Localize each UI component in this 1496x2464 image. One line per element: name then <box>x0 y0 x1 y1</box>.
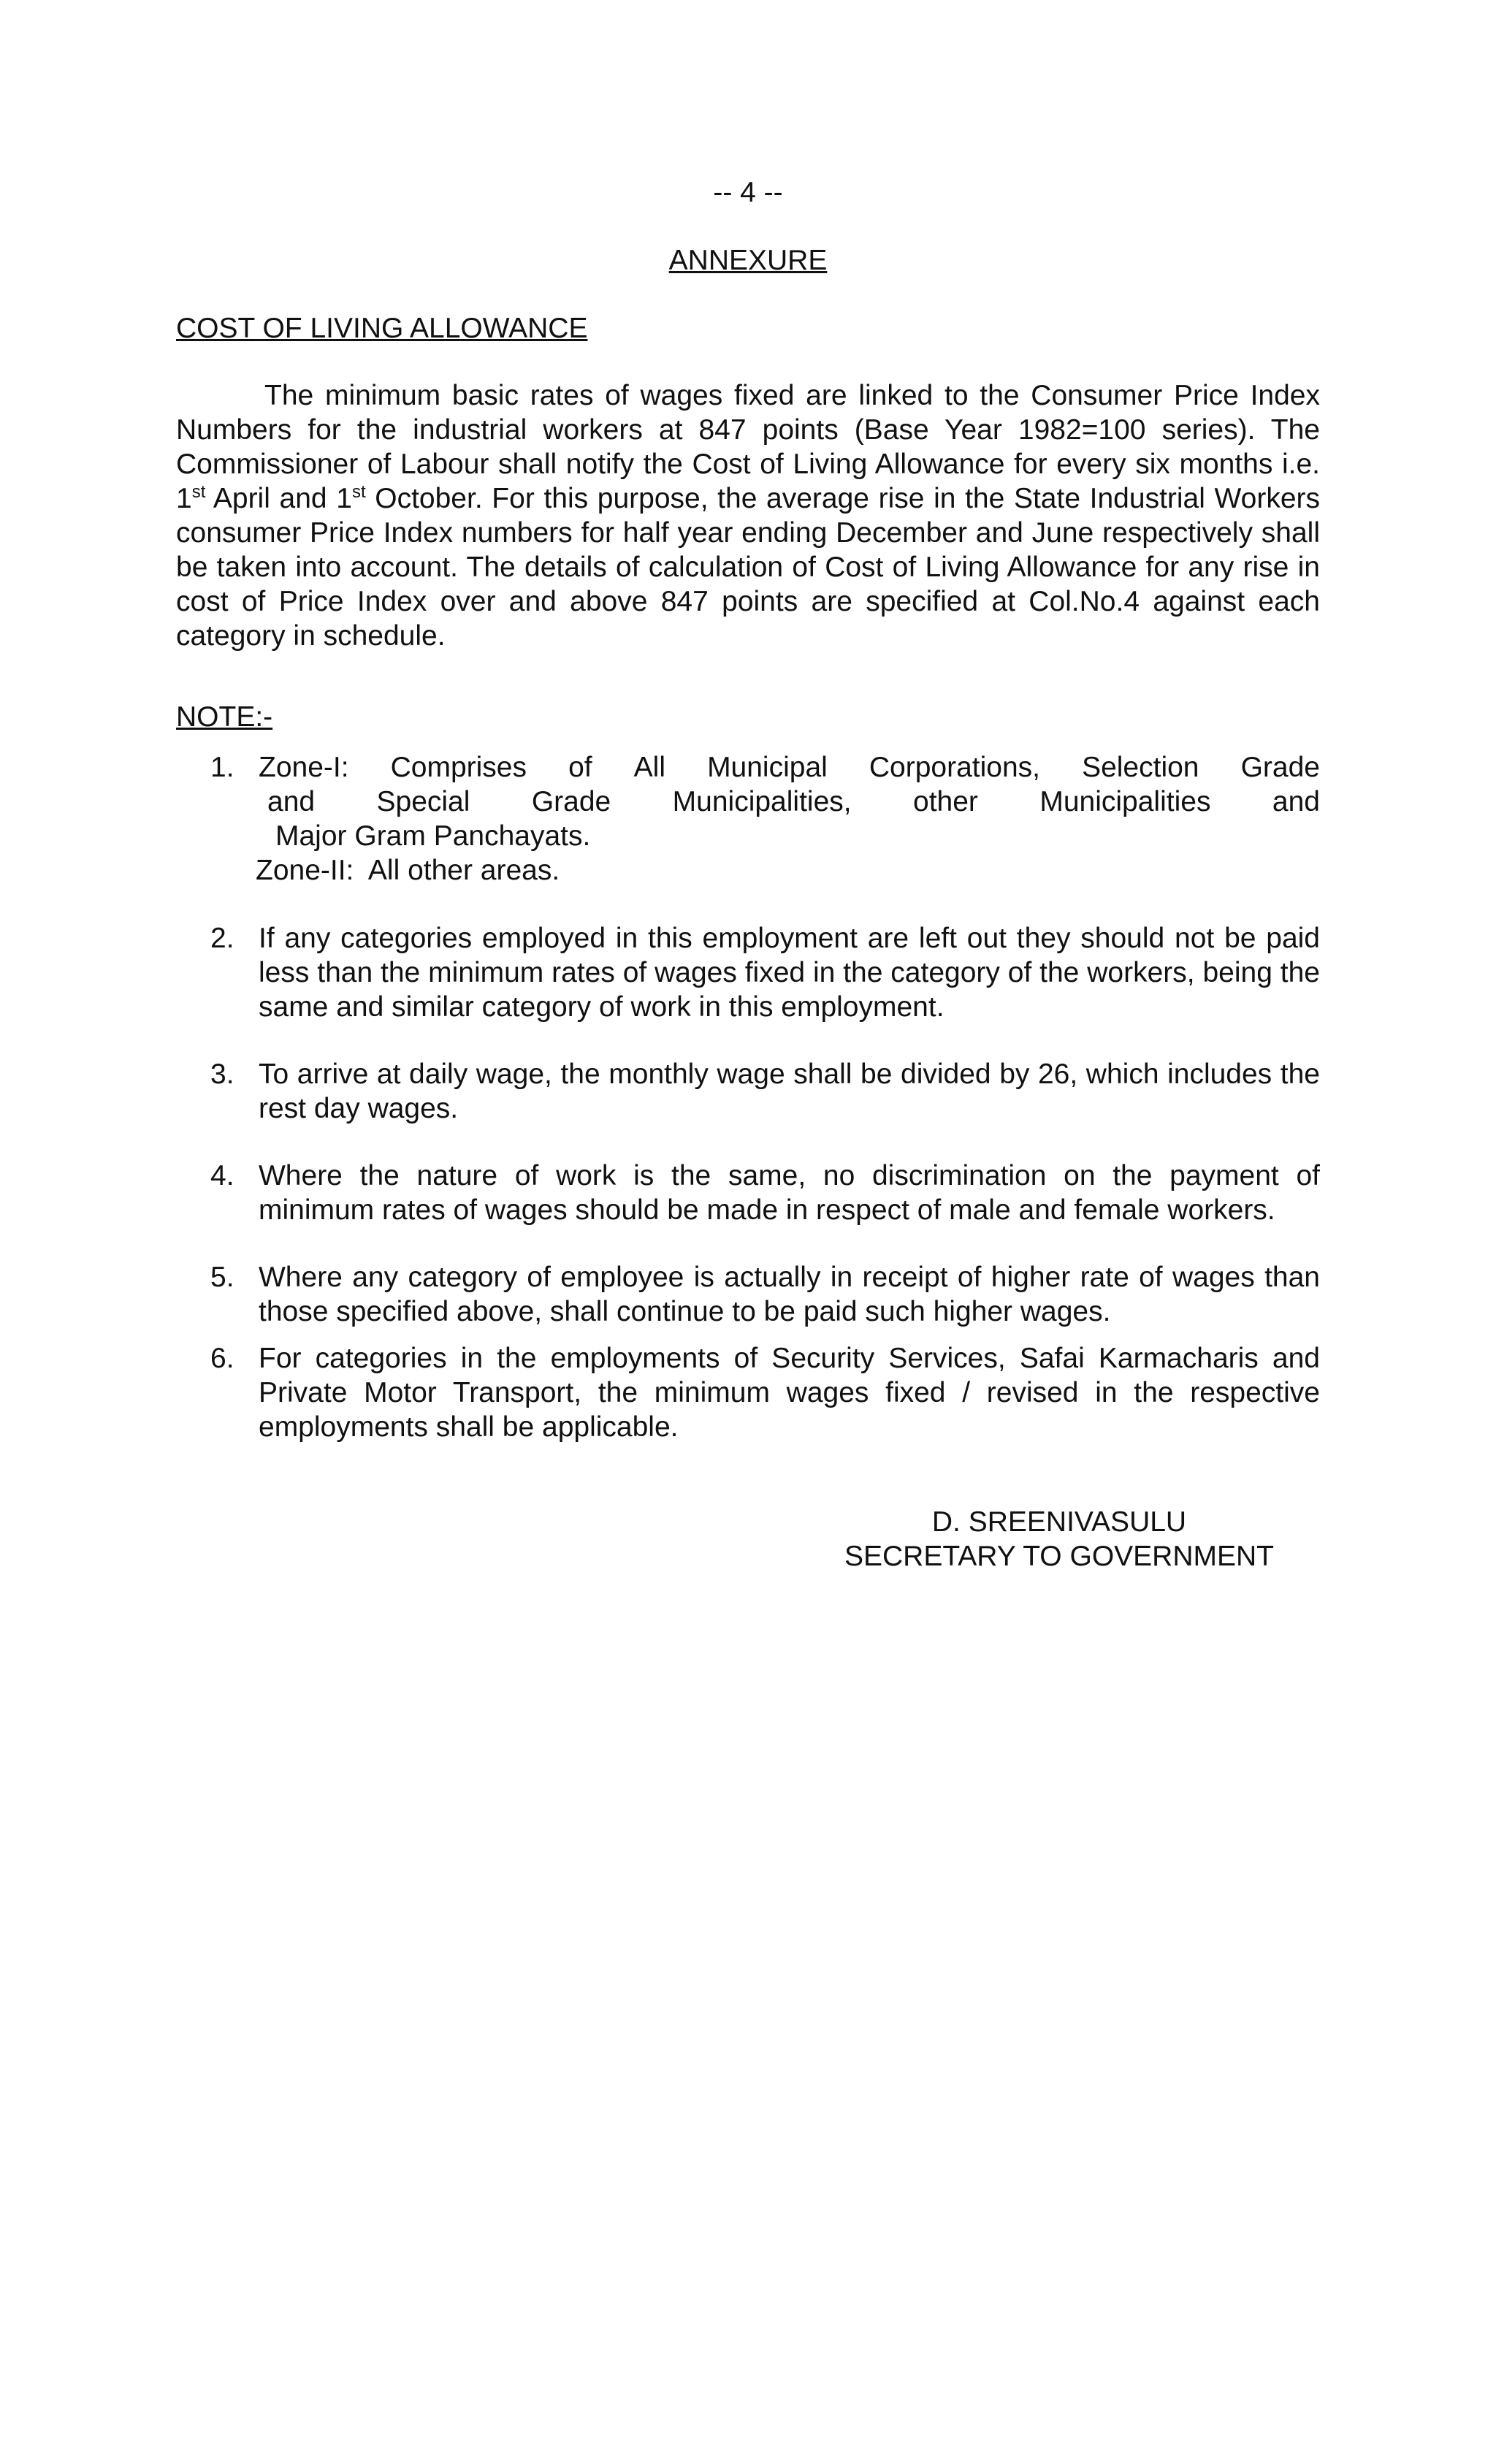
zone-1-line-2-word: and <box>267 786 316 817</box>
intro-paragraph <box>176 378 1320 653</box>
zone-1-line-2-word: Municipalities, <box>672 786 852 817</box>
zone-1-line-1-word: Municipal <box>707 752 828 783</box>
zone-2-definition: Zone-II: All other areas. <box>256 855 560 886</box>
signatory-name: D. SREENIVASULU <box>931 1506 1187 1538</box>
signature-block <box>833 1505 1286 1574</box>
zone-1-definition-line-3: Major Gram Panchayats. <box>275 820 591 852</box>
note-text: For categories in the employments of Security Services, Safai Karmacharis and Private Motor Transport, the minimum wages fixed / revised in the respective employments shall be applicable. <box>259 1343 1320 1443</box>
intro-text-part3: October. For this purpose, the average rise in the State Industrial Workers consumer Price Index numbers for half year ending December and June respectively shall be taken into account. The details of calculation of Cost of Living Allowance for any rise in cost of Price Index over and above 847 points are specified at Col.No.4 against each category in schedule. <box>176 483 1321 652</box>
note-number: 6. <box>210 1343 234 1374</box>
zone-1-line-1-word: Zone-I: <box>259 752 349 783</box>
zone-1-line-2-word: Special <box>376 786 470 817</box>
note-number: 3. <box>210 1059 234 1090</box>
intro-text-part1: The minimum basic rates of wages fixed are linked to the Consumer Price Index Numbers for the industrial workers at 847 points (Base Year 1982=100 series). The Commissioner of Labour shall notify the Cost of Living Allowance for every six months i.e. 1 <box>176 380 1320 514</box>
zone-1-line-1-word: All <box>633 752 665 783</box>
zone-1-definition-line-1 <box>259 750 1320 785</box>
zone-1-line-1-word: Grade <box>1240 752 1320 783</box>
note-text: If any categories employed in this employment are left out they should not be paid less than the minimum rates of wages fixed in the category of the workers, being the same and similar category of work in this employment. <box>259 923 1320 1023</box>
note-heading: NOTE:- <box>176 701 273 733</box>
section-heading: COST OF LIVING ALLOWANCE <box>176 313 588 344</box>
note-number: 4. <box>210 1160 234 1191</box>
zone-1-definition-line-2 <box>267 785 1320 819</box>
zone-1-line-1-word: Comprises <box>390 752 527 783</box>
zone-1-line-1-word: Corporations, <box>869 752 1040 783</box>
note-text: To arrive at daily wage, the monthly wage shall be divided by 26, which includes the rest day wages. <box>259 1059 1320 1124</box>
zone-1-line-1-word: Selection <box>1082 752 1199 783</box>
note-number: 2. <box>210 923 234 954</box>
zone-1-line-2-word: Municipalities <box>1039 786 1211 817</box>
page-number: -- 4 -- <box>713 177 783 208</box>
annexure-title: ANNEXURE <box>668 245 828 276</box>
ordinal-suffix: st <box>351 482 366 502</box>
zone-1-line-2-word: Grade <box>531 786 611 817</box>
intro-text-part2: April and 1 <box>205 483 352 514</box>
zone-1-line-2-word: and <box>1272 786 1320 817</box>
note-number: 1. <box>210 752 234 783</box>
zone-1-line-1-word: of <box>568 752 592 783</box>
note-number: 5. <box>210 1262 234 1293</box>
signatory-title: SECRETARY TO GOVERNMENT <box>844 1541 1274 1572</box>
ordinal-suffix: st <box>191 482 206 502</box>
zone-1-line-2-word: other <box>913 786 978 817</box>
note-text: Where any category of employee is actually in receipt of higher rate of wages than those specified above, shall continue to be paid such higher wages. <box>259 1262 1320 1327</box>
note-text: Where the nature of work is the same, no discrimination on the payment of minimum rates of wages should be made in respect of male and female workers. <box>259 1160 1320 1226</box>
